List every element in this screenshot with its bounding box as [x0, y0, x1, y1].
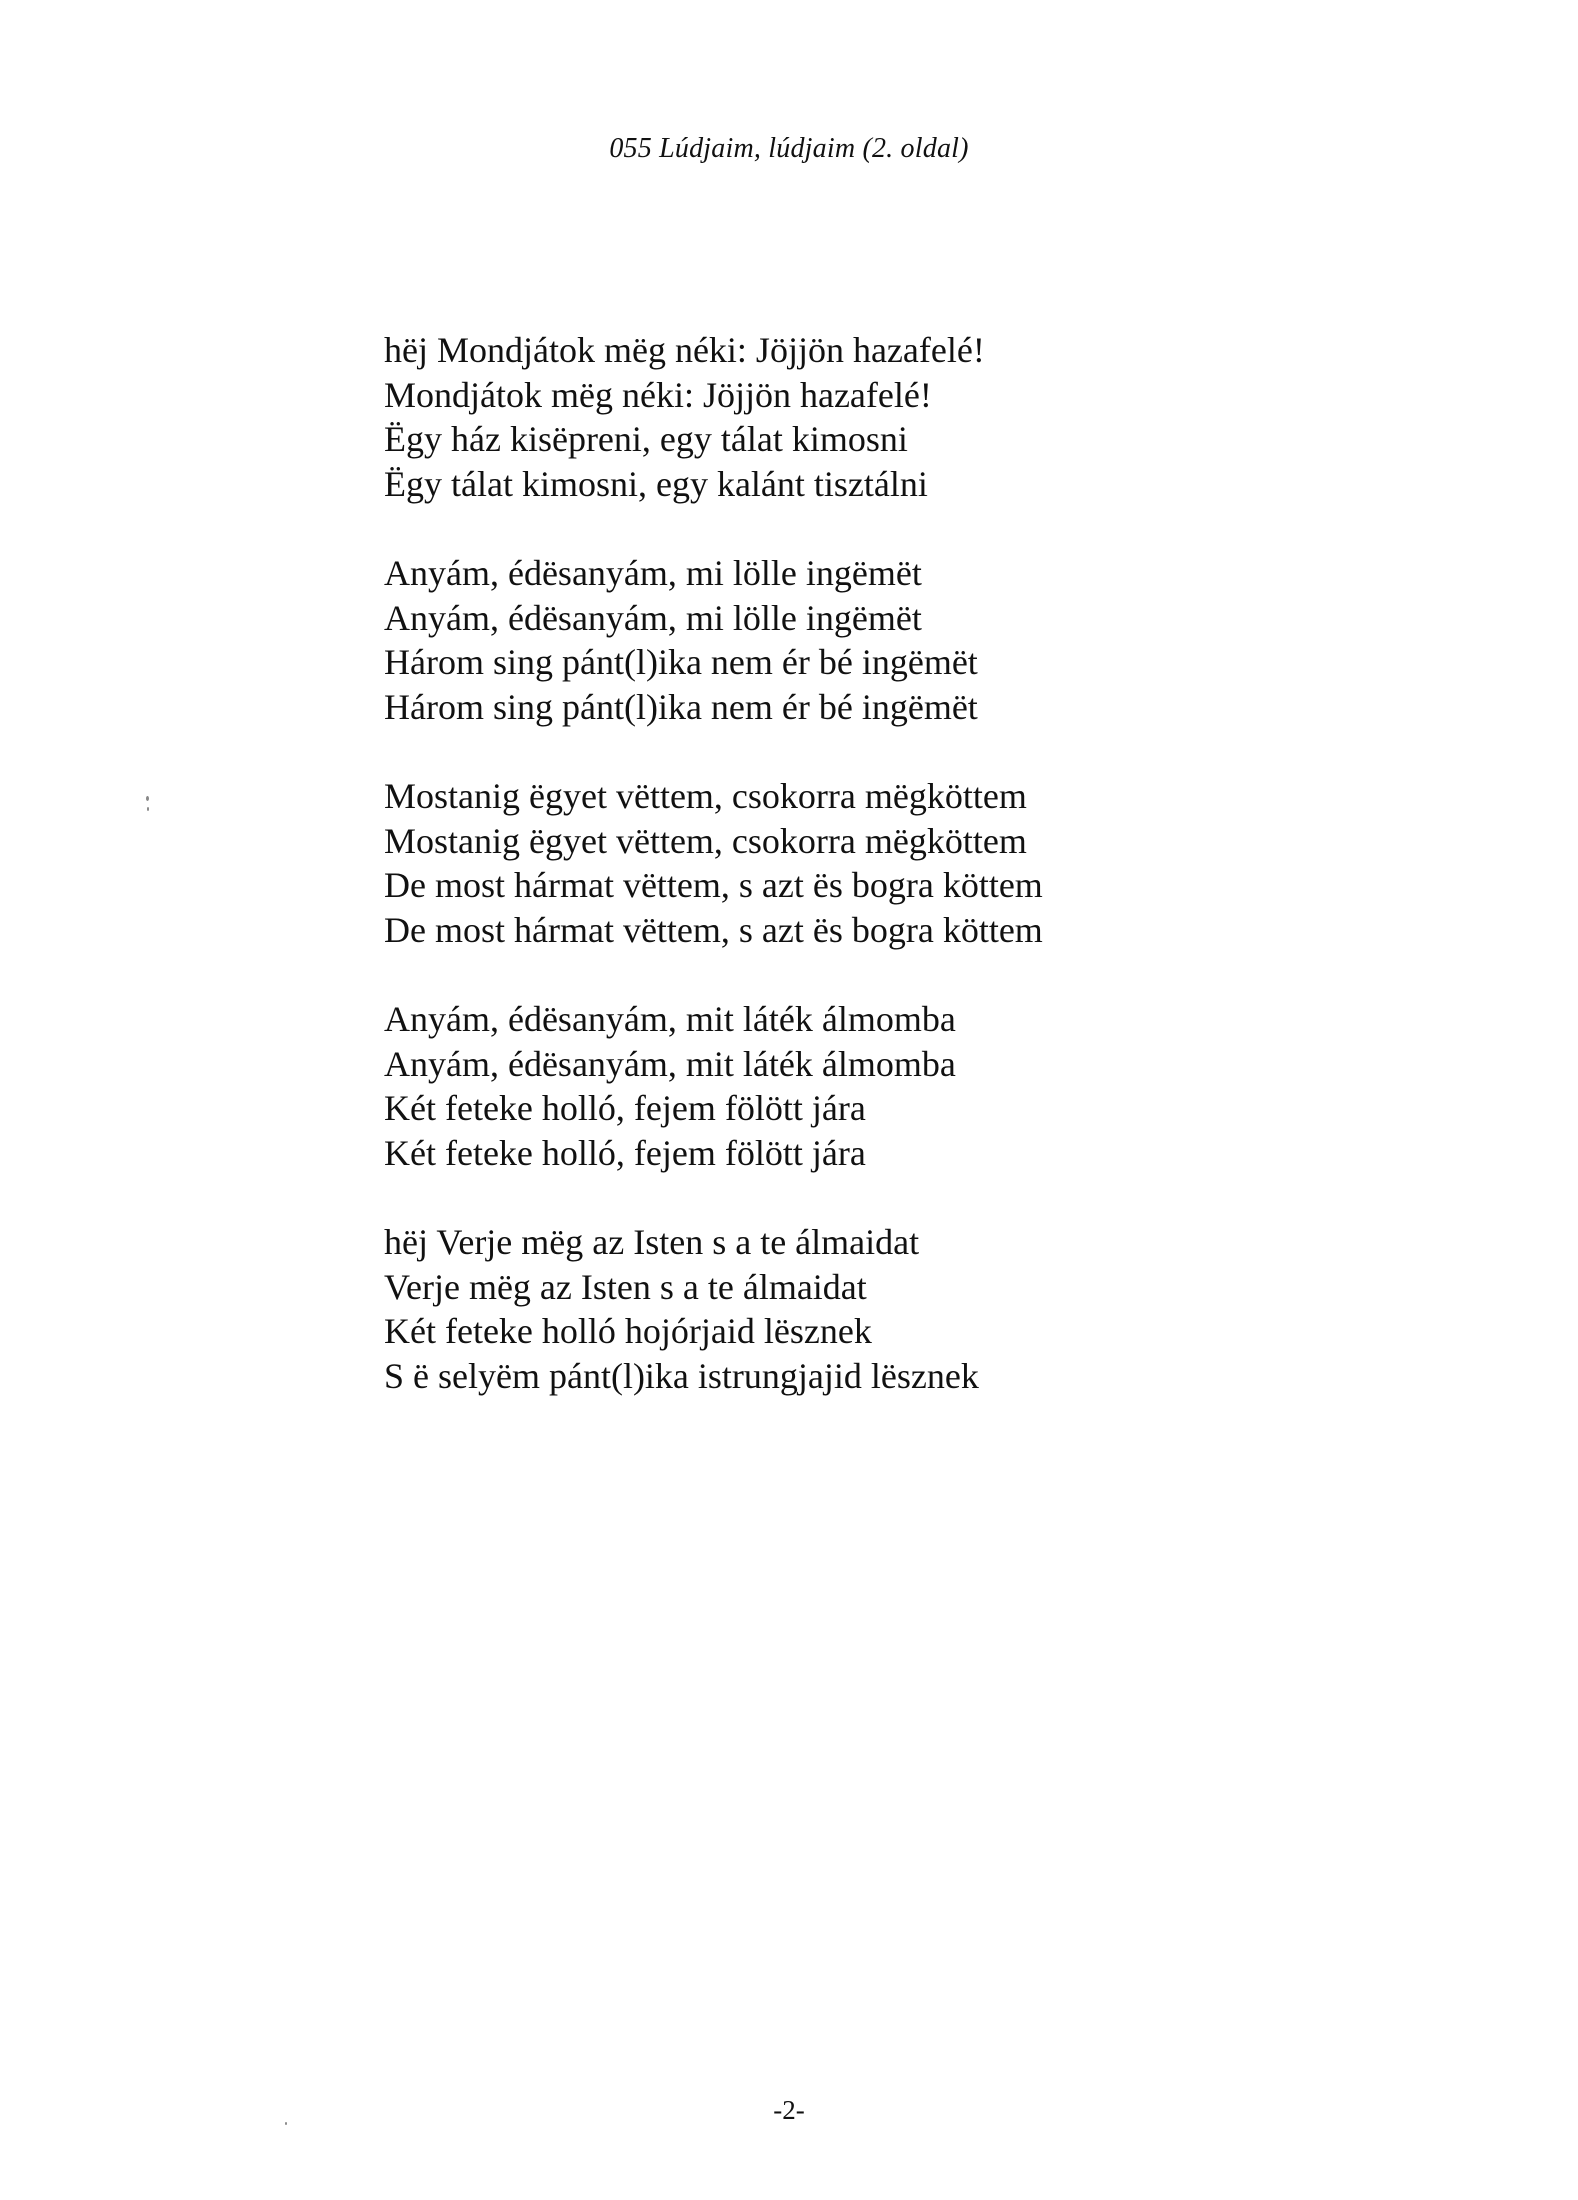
- poem-line: Három sing pánt(l)ika nem ér bé ingëmët: [384, 686, 978, 727]
- poem-line: De most hármat vëttem, s azt ës bogra köttem: [384, 865, 1043, 905]
- stanza-2: [384, 551, 1384, 729]
- stanza-5: [384, 1220, 1384, 1398]
- poem-line: Két feteke holló, fejem fölött jára: [384, 1088, 866, 1128]
- scan-speck: [147, 807, 149, 811]
- poem-line: Anyám, édësanyám, mi lölle ingëmët: [384, 597, 922, 638]
- poem-line: Két feteke holló hojórjaid lësznek: [384, 1311, 872, 1351]
- poem-line: De most hármat vëttem, s azt ës bogra köttem: [384, 909, 1043, 950]
- poem-line: Anyám, édësanyám, mi lölle ingëmët: [384, 553, 922, 593]
- poem-line: Verje mëg az Isten s a te álmaidat: [384, 1266, 867, 1307]
- poem-line: Két feteke holló, fejem fölött jára: [384, 1132, 866, 1173]
- poem-line: Mostanig ëgyet vëttem, csokorra mëgköttem: [384, 776, 1027, 816]
- poem-line: Három sing pánt(l)ika nem ér bé ingëmët: [384, 642, 978, 682]
- stanza-1: [384, 328, 1384, 506]
- poem-line: Mostanig ëgyet vëttem, csokorra mëgköttem: [384, 820, 1027, 861]
- poem-line: Anyám, édësanyám, mit láték álmomba: [384, 999, 956, 1039]
- scan-speck: [285, 2122, 287, 2125]
- poem-line: S ë selyëm pánt(l)ika istrungjajid lësznek: [384, 1355, 979, 1396]
- poem-line: hëj Verje mëg az Isten s a te álmaidat: [384, 1222, 920, 1262]
- page-title: 055 Lúdjaim, lúdjaim (2. oldal): [609, 133, 969, 164]
- stanza-3: [384, 774, 1384, 952]
- poem-line: Ëgy ház kisëpreni, egy tálat kimosni: [384, 419, 908, 459]
- scan-speck: [146, 796, 149, 801]
- poem-body: [384, 328, 1384, 1443]
- page-number: -2-: [773, 2095, 805, 2125]
- poem-line: hëj Mondjátok mëg néki: Jöjjön hazafelé!: [384, 330, 985, 370]
- poem-line: Anyám, édësanyám, mit láték álmomba: [384, 1043, 956, 1084]
- poem-line: Ëgy tálat kimosni, egy kalánt tisztálni: [384, 463, 928, 504]
- poem-line: Mondjátok mëg néki: Jöjjön hazafelé!: [384, 374, 932, 415]
- stanza-4: [384, 997, 1384, 1175]
